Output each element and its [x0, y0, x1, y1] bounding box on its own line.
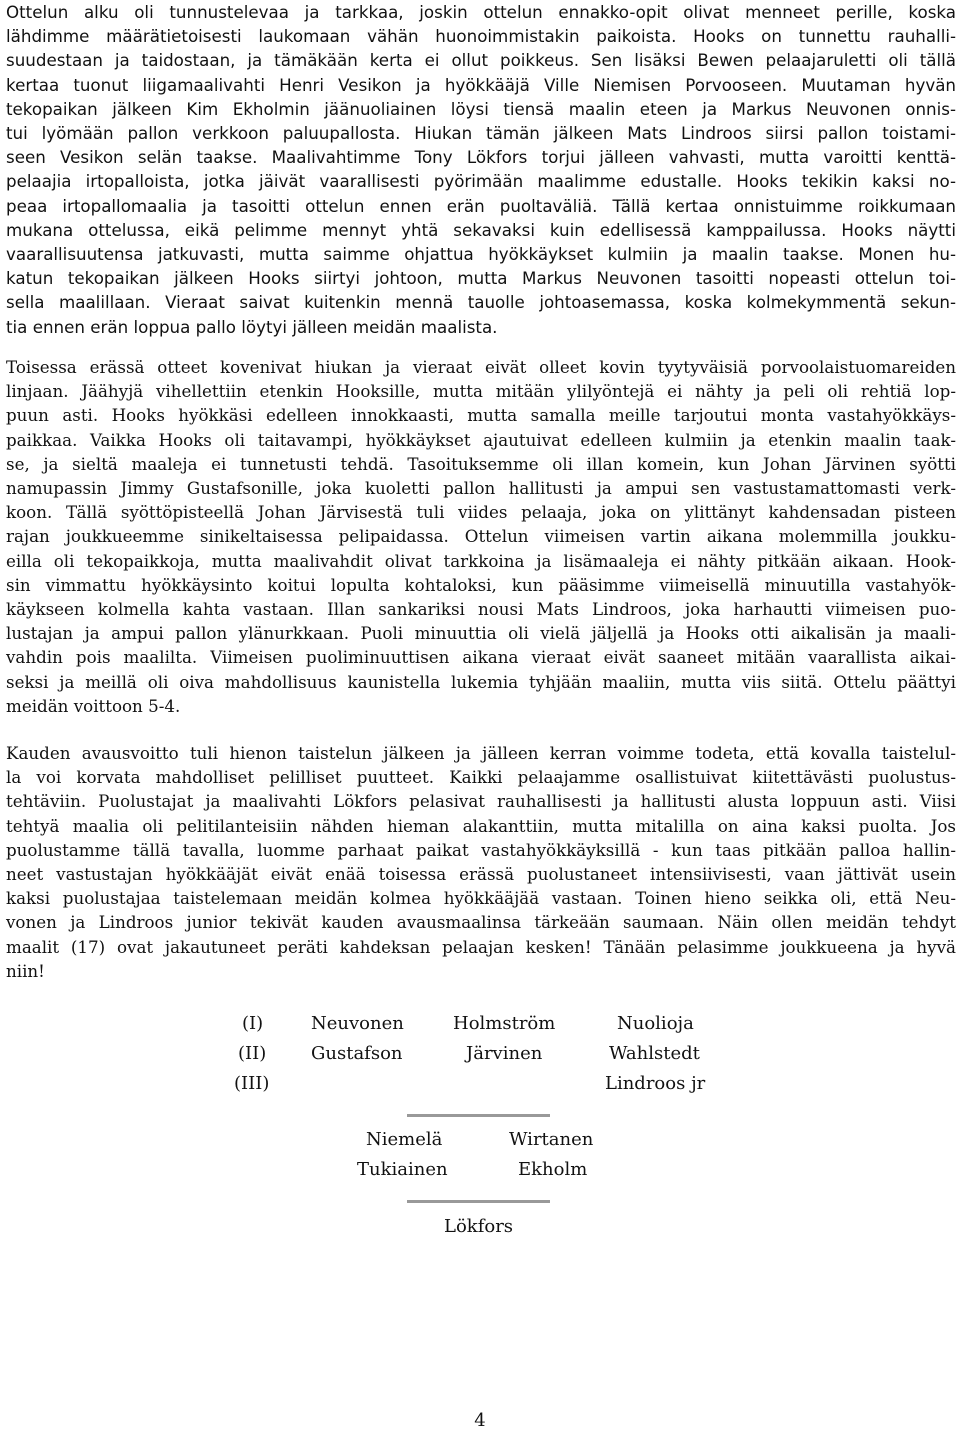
paragraph-2-line: Toisessa erässä otteet kovenivat hiukan ja vieraat eivät olleet kovin tyytyväisiä porvoolaistuomareiden: [6, 357, 956, 377]
paragraph-2-line: namupassin Jimmy Gustafsonille, joka kuoletti pallon hallitusti ja ampui sen vastustamattomasti verk-: [6, 478, 956, 499]
paragraph-1-line: tia ennen erän loppua pallo löytyi jälleen meidän maalista.: [6, 316, 498, 337]
page-number: 4: [474, 1410, 486, 1431]
paragraph-2-line: eilla oli tekopaikkoja, mutta maalivahdit olivat tarkkoina ja lisämaaleja ei nähty pitkään aikaan. Hook-: [6, 550, 956, 571]
paragraph-3-line: la voi korvata mahdolliset pelilliset puutteet. Kaikki pelaajamme osallistuivat kiitettävästi puolustus-: [6, 767, 956, 788]
paragraph-2-line: meidän voittoon 5-4.: [6, 695, 181, 716]
line-2-center: Järvinen: [466, 1043, 543, 1064]
line-3-label: (III): [234, 1073, 270, 1094]
line-2-left-forward: Gustafson: [311, 1043, 403, 1064]
divider-rule: [407, 1114, 550, 1117]
line-2-right-forward: Wahlstedt: [609, 1043, 700, 1064]
line-1-center: Holmström: [453, 1013, 556, 1034]
paragraph-2-line: koon. Tällä syöttöpisteellä Johan Järvisestä tuli viides pelaaja, joka on ylittänyt kahdensadan pisteen: [6, 502, 956, 523]
line-2-label: (II): [238, 1043, 267, 1064]
paragraph-1-line: Ottelun alku oli tunnustelevaa ja tarkkaa, joskin ottelun ennakko-opit olivat menneet perille, koska: [6, 2, 956, 22]
paragraph-3-line: niin!: [6, 960, 45, 981]
paragraph-2-line: lustajan ja ampui pallon ylänurkkaan. Puoli minuuttia oli vielä jäljellä ja Hooks otti aikalisän ja maali-: [6, 623, 956, 644]
paragraph-1-line: kertaa tuonut liigamaalivahti Henri Vesikon ja hyökkääjä Ville Niemisen Porvooseen. Muutaman hyvän: [6, 74, 956, 95]
defense-1-right: Wirtanen: [509, 1129, 594, 1150]
paragraph-2-line: käykseen kolmella kahta vastaan. Illan sankariksi nousi Mats Lindroos, joka harhautti viimeisen puo-: [6, 599, 956, 620]
paragraph-1-line: seen Vesikon selän taakse. Maalivahtimme Tony Lökfors torjui jälleen vahvasti, mutta varoitti kenttä-: [6, 147, 956, 168]
paragraph-1-line: sella maalillaan. Vieraat saivat kuitenkin mennä tauolle johtoasemassa, koska kolmekymmentä sekun-: [6, 292, 956, 313]
paragraph-3-line: kaksi puolustajaa taistelemaan meidän kolmea hyökkääjää vastaan. Toinen hieno seikka oli, että Neu-: [6, 888, 956, 909]
paragraph-2-line: puun asti. Hooks hyökkäsi edelleen innokkaasti, mutta samalla meille tarjoutui monta vastahyökkäys-: [6, 405, 956, 426]
paragraph-1-line: tui lyömään pallon verkkoon paluupallosta. Hiukan tämän jälkeen Mats Lindroos siirsi pallon toistami-: [6, 123, 956, 144]
divider-rule: [407, 1200, 550, 1203]
paragraph-2-line: se, ja sieltä maaleja ei tunnetusti tehdä. Tasoituksemme oli illan komein, kun Johan Järvinen syötti: [6, 453, 956, 474]
paragraph-3-line: Kauden avausvoitto tuli hienon taistelun jälkeen ja jälleen kerran voimme todeta, että kovalla taistelul-: [6, 743, 956, 763]
paragraph-3-line: tehtyä maalia oli pelitilanteisiin nähden hieman alakanttiin, mutta mitalilla on aina kaksi puolta. Jos: [6, 815, 956, 836]
line-3-right-forward: Lindroos jr: [605, 1073, 706, 1094]
defense-1-left: Niemelä: [366, 1129, 443, 1150]
paragraph-3-line: maalit (17) ovat jakautuneet peräti kahdeksan pelaajan kesken! Tänään pelasimme joukkueena ja hyvä: [6, 936, 956, 957]
paragraph-3-line: neet vastustajan hyökkääjät eivät enää toisessa erässä puolustaneet intensiivisesti, vaan jättivät usein: [6, 864, 956, 885]
paragraph-2-line: sin vimmattu hyökkäysinto koitui lopulta kohtaloksi, kun pääsimme viimeisellä minuutilla vastahyök-: [6, 574, 956, 595]
paragraph-1-line: vaarallisuutensa jatkuvasti, mutta saimme ohjattua hyökkäykset kulmiin ja maalin taakse. Monen hu-: [6, 244, 956, 265]
line-1-right-forward: Nuolioja: [617, 1013, 694, 1034]
paragraph-1-line: peaa irtopallomaalia ja tasoitti ottelun ennen erän puoltaväliä. Tällä kertaa onnistuimme roikkumaan: [6, 195, 956, 216]
paragraph-1-line: pelaajia irtopalloista, jotka jäivät vaarallisesti pyörimään maalimme edustalle. Hooks tekikin kaksi no-: [6, 171, 956, 192]
paragraph-3-line: tehtäviin. Puolustajat ja maalivahti Lökfors pelasivat rauhallisesti ja hallitusti alusta loppuun asti. Viisi: [6, 791, 956, 812]
paragraph-1-line: suudestaan ja taidostaan, ja tämäkään kerta ei ollut poikkeus. Sen lisäksi Bewen pelaajaruletti oli tällä: [6, 50, 956, 71]
line-1-left-forward: Neuvonen: [311, 1013, 404, 1034]
paragraph-2-line: rajan joukkueemme sinikeltaisessa pelipaidassa. Ottelun viimeisen vartin aikana molemmilla joukku-: [6, 526, 956, 547]
paragraph-1-line: mukana ottelussa, eikä pelimme mennyt yhtä sekavaksi kuin edellisessä kamppailussa. Hooks näytti: [6, 219, 956, 240]
paragraph-1-line: lähdimme määrätietoisesti laukomaan vähän huonoimmistakin paikoista. Hooks on tunnettu rauhalli-: [6, 26, 956, 47]
goalkeeper: Lökfors: [444, 1216, 514, 1237]
paragraph-2-line: vahdin pois maalilta. Viimeisen puoliminuuttisen aikana vieraat eivät saaneet mitään vaarallista aikai-: [6, 647, 956, 668]
defense-2-left: Tukiainen: [357, 1159, 448, 1180]
paragraph-3-line: puolustamme tällä tavalla, luomme parhaat paikat vastahyökkäyksillä - kun taas pitkään palloa hallin-: [6, 839, 956, 860]
line-1-label: (I): [242, 1013, 264, 1034]
paragraph-2-line: paikkaa. Vaikka Hooks oli taitavampi, hyökkäykset ajautuivat edelleen kulmiin ja etenkin maalin taak-: [6, 429, 956, 450]
defense-2-right: Ekholm: [518, 1159, 588, 1180]
paragraph-1-line: tekopaikan jälkeen Kim Ekholmin jäänuoliainen löysi tiensä maalin eteen ja Markus Neuvonen onnis-: [6, 98, 956, 119]
paragraph-1-line: katun tekopaikan jälkeen Hooks siirtyi johtoon, mutta Markus Neuvonen tasoitti nopeasti ottelun toi-: [6, 268, 956, 289]
paragraph-3-line: vonen ja Lindroos junior tekivät kauden avausmaalinsa tärkeään saumaan. Näin ollen meidän tehdyt: [6, 912, 956, 933]
paragraph-2-line: linjaan. Jäähyjä vihellettiin etenkin Hooksille, mutta mitään ylilyöntejä ei nähty ja peli oli rehtiä lop-: [6, 381, 956, 402]
paragraph-2-line: seksi ja meillä oli oiva mahdollisuus kaunistella lukemia tyhjään maaliin, mutta viis siitä. Ottelu päättyi: [6, 671, 956, 692]
